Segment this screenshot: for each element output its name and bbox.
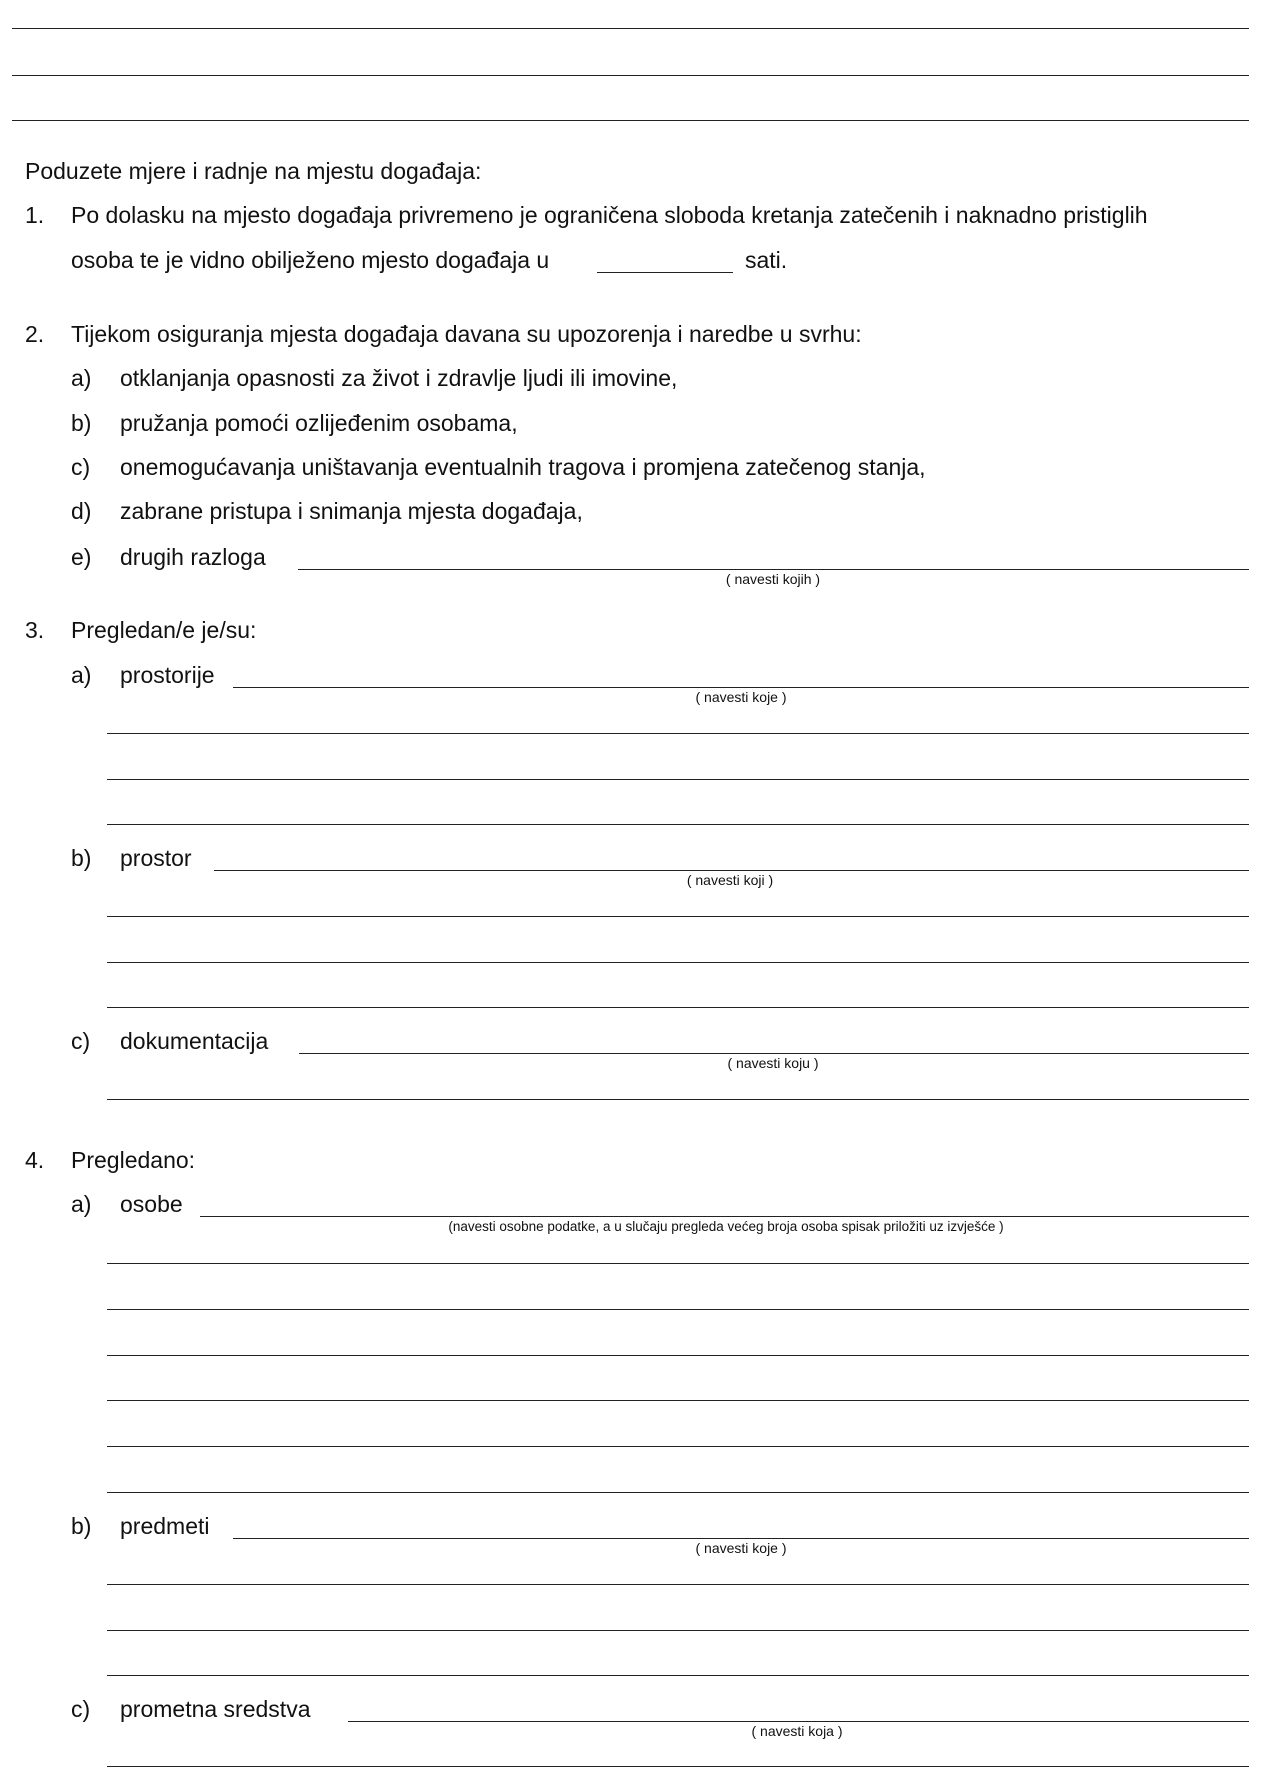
- rooms-extra-line[interactable]: [107, 824, 1249, 825]
- space-extra-line[interactable]: [107, 916, 1249, 917]
- section-3-title: Pregledan/e je/su:: [71, 617, 257, 643]
- objects-field[interactable]: [233, 1538, 1249, 1539]
- top-blank-line[interactable]: [12, 28, 1249, 29]
- item-letter: c): [71, 1028, 91, 1054]
- section-1-number: 1.: [25, 202, 45, 228]
- item-letter: b): [71, 1513, 92, 1539]
- item-letter: b): [71, 845, 92, 871]
- item-letter: b): [71, 410, 92, 436]
- section-2-number: 2.: [25, 321, 45, 347]
- vehicles-field[interactable]: [348, 1721, 1249, 1722]
- persons-caption: (navesti osobne podatke, a u slučaju pregleda većeg broja osoba spisak priložiti uz izvješće ): [448, 1219, 1004, 1234]
- vehicles-extra-line[interactable]: [107, 1766, 1249, 1767]
- rooms-extra-line[interactable]: [107, 733, 1249, 734]
- item-letter: a): [71, 662, 92, 688]
- rooms-caption: ( navesti koje ): [695, 689, 787, 705]
- persons-label: osobe: [120, 1191, 183, 1217]
- persons-extra-line[interactable]: [107, 1492, 1249, 1493]
- intro-heading: Poduzete mjere i radnje na mjestu događaja:: [25, 158, 482, 184]
- persons-extra-line[interactable]: [107, 1355, 1249, 1356]
- item-letter: d): [71, 498, 92, 524]
- top-blank-line[interactable]: [12, 120, 1249, 121]
- item-text: drugih razloga: [120, 544, 266, 570]
- item-letter: c): [71, 454, 91, 480]
- item-text: otklanjanja opasnosti za život i zdravlje ljudi ili imovine,: [120, 365, 678, 391]
- item-letter: a): [71, 365, 92, 391]
- item-text: pružanja pomoći ozlijeđenim osobama,: [120, 410, 518, 436]
- persons-field[interactable]: [200, 1216, 1249, 1217]
- section-3-number: 3.: [25, 617, 45, 643]
- top-blank-line[interactable]: [12, 75, 1249, 76]
- space-field[interactable]: [214, 870, 1249, 871]
- other-reasons-field[interactable]: [298, 569, 1249, 570]
- documentation-label: dokumentacija: [120, 1028, 269, 1054]
- item-text: onemogućavanja uništavanja eventualnih tragova i promjena zatečenog stanja,: [120, 454, 926, 480]
- hours-label: sati.: [745, 247, 788, 273]
- persons-extra-line[interactable]: [107, 1446, 1249, 1447]
- item-text: zabrane pristupa i snimanja mjesta događaja,: [120, 498, 583, 524]
- section-4-title: Pregledano:: [71, 1147, 196, 1173]
- section-1-text-line1: Po dolasku na mjesto događaja privremeno je ograničena sloboda kretanja zatečenih i naknadno pristiglih: [71, 202, 1148, 228]
- item-letter: a): [71, 1191, 92, 1217]
- space-label: prostor: [120, 845, 192, 871]
- section-4-number: 4.: [25, 1147, 45, 1173]
- space-extra-line[interactable]: [107, 962, 1249, 963]
- documentation-caption: ( navesti koju ): [727, 1055, 819, 1071]
- rooms-field[interactable]: [233, 687, 1249, 688]
- objects-label: predmeti: [120, 1513, 210, 1539]
- persons-extra-line[interactable]: [107, 1309, 1249, 1310]
- persons-extra-line[interactable]: [107, 1400, 1249, 1401]
- objects-extra-line[interactable]: [107, 1630, 1249, 1631]
- item-letter: c): [71, 1696, 91, 1722]
- rooms-label: prostorije: [120, 662, 215, 688]
- objects-extra-line[interactable]: [107, 1675, 1249, 1676]
- documentation-extra-line[interactable]: [107, 1099, 1249, 1100]
- objects-extra-line[interactable]: [107, 1584, 1249, 1585]
- space-caption: ( navesti koji ): [686, 872, 774, 888]
- time-field[interactable]: [597, 272, 733, 273]
- vehicles-caption: ( navesti koja ): [751, 1723, 843, 1739]
- persons-extra-line[interactable]: [107, 1263, 1249, 1264]
- rooms-extra-line[interactable]: [107, 779, 1249, 780]
- documentation-field[interactable]: [299, 1053, 1249, 1054]
- section-1-text-line2: osoba te je vidno obilježeno mjesto događaja u: [71, 247, 550, 273]
- vehicles-label: prometna sredstva: [120, 1696, 311, 1722]
- section-2-title: Tijekom osiguranja mjesta događaja davana su upozorenja i naredbe u svrhu:: [71, 321, 862, 347]
- space-extra-line[interactable]: [107, 1007, 1249, 1008]
- objects-caption: ( navesti koje ): [695, 1540, 787, 1556]
- other-reasons-caption: ( navesti kojih ): [725, 571, 821, 587]
- item-letter: e): [71, 544, 92, 570]
